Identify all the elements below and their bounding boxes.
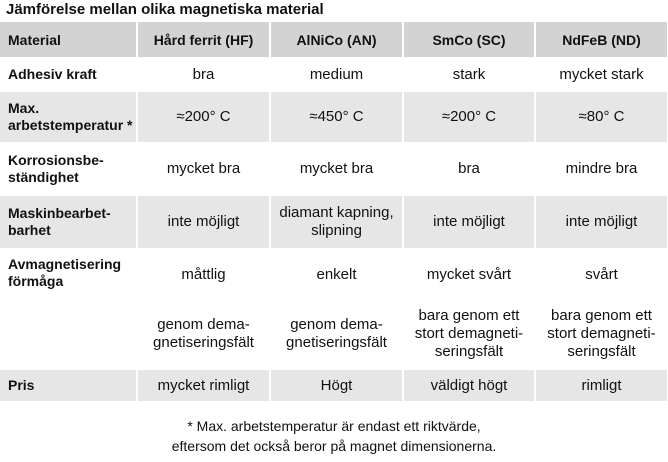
table-cell: mycket stark [535, 58, 668, 91]
cell-primary: svårt [585, 266, 618, 283]
table-cell: inte möjligt [403, 195, 535, 249]
table-cell: ≈200° C [137, 91, 270, 143]
table-cell [270, 249, 403, 369]
table-cell: Högt [270, 369, 403, 402]
table-cell: inte möjligt [137, 195, 270, 249]
column-header-nd: NdFeB (ND) [535, 22, 668, 58]
table-cell [535, 249, 668, 369]
table-cell: mindre bra [535, 143, 668, 195]
table-cell: inte möjligt [535, 195, 668, 249]
table-cell: ≈450° C [270, 91, 403, 143]
cell-secondary: genom dema-gnetiseringsfält [153, 316, 254, 351]
table-cell [403, 249, 535, 369]
cell-primary: måttlig [181, 266, 226, 283]
table-cell [137, 249, 270, 369]
table-header-row [0, 22, 668, 58]
row-label: Adhesiv kraft [0, 58, 137, 91]
row-label: Avmagnetisering förmåga [0, 249, 137, 369]
table-cell: diamant kapning, slipning [270, 195, 403, 249]
table-cell: ≈200° C [403, 91, 535, 143]
cell-primary: mycket svårt [426, 266, 512, 283]
table-cell: mycket bra [270, 143, 403, 195]
column-header-material: Material [0, 22, 137, 58]
cell-secondary: bara genom ett stort demagneti-seringsfält [547, 307, 656, 360]
table-cell: medium [270, 58, 403, 91]
table-cell: rimligt [535, 369, 668, 402]
row-label: Maskinbearbet-barhet [0, 195, 137, 249]
table-row [0, 91, 668, 143]
footnote-line: * Max. arbetstemperatur är endast ett riktvärde, [187, 418, 481, 434]
column-header-an: AlNiCo (AN) [270, 22, 403, 58]
table-cell: bra [137, 58, 270, 91]
comparison-table [0, 22, 668, 403]
table-cell: väldigt högt [403, 369, 535, 402]
table-cell: ≈80° C [535, 91, 668, 143]
cell-secondary: genom dema-gnetiseringsfält [286, 316, 387, 351]
row-label: Max. arbetstemperatur * [0, 91, 137, 143]
table-row [0, 195, 668, 249]
column-header-sc: SmCo (SC) [403, 22, 535, 58]
cell-primary: enkelt [316, 266, 357, 283]
footnote [0, 416, 668, 456]
row-label: Korrosionsbe-ständighet [0, 143, 137, 195]
row-label: Pris [0, 369, 137, 402]
footnote-line: eftersom det också beror på magnet dimensionerna. [171, 438, 497, 454]
table-cell: mycket rimligt [137, 369, 270, 402]
table-cell: mycket bra [137, 143, 270, 195]
column-header-hf: Hård ferrit (HF) [137, 22, 270, 58]
table-cell: bra [403, 143, 535, 195]
cell-secondary: bara genom ett stort demagneti-seringsfält [414, 307, 524, 360]
page-title: Jämförelse mellan olika magnetiska material [6, 1, 324, 18]
table-row [0, 58, 668, 91]
table-row [0, 143, 668, 195]
table-row [0, 369, 668, 402]
table-row [0, 249, 668, 369]
table-cell: stark [403, 58, 535, 91]
